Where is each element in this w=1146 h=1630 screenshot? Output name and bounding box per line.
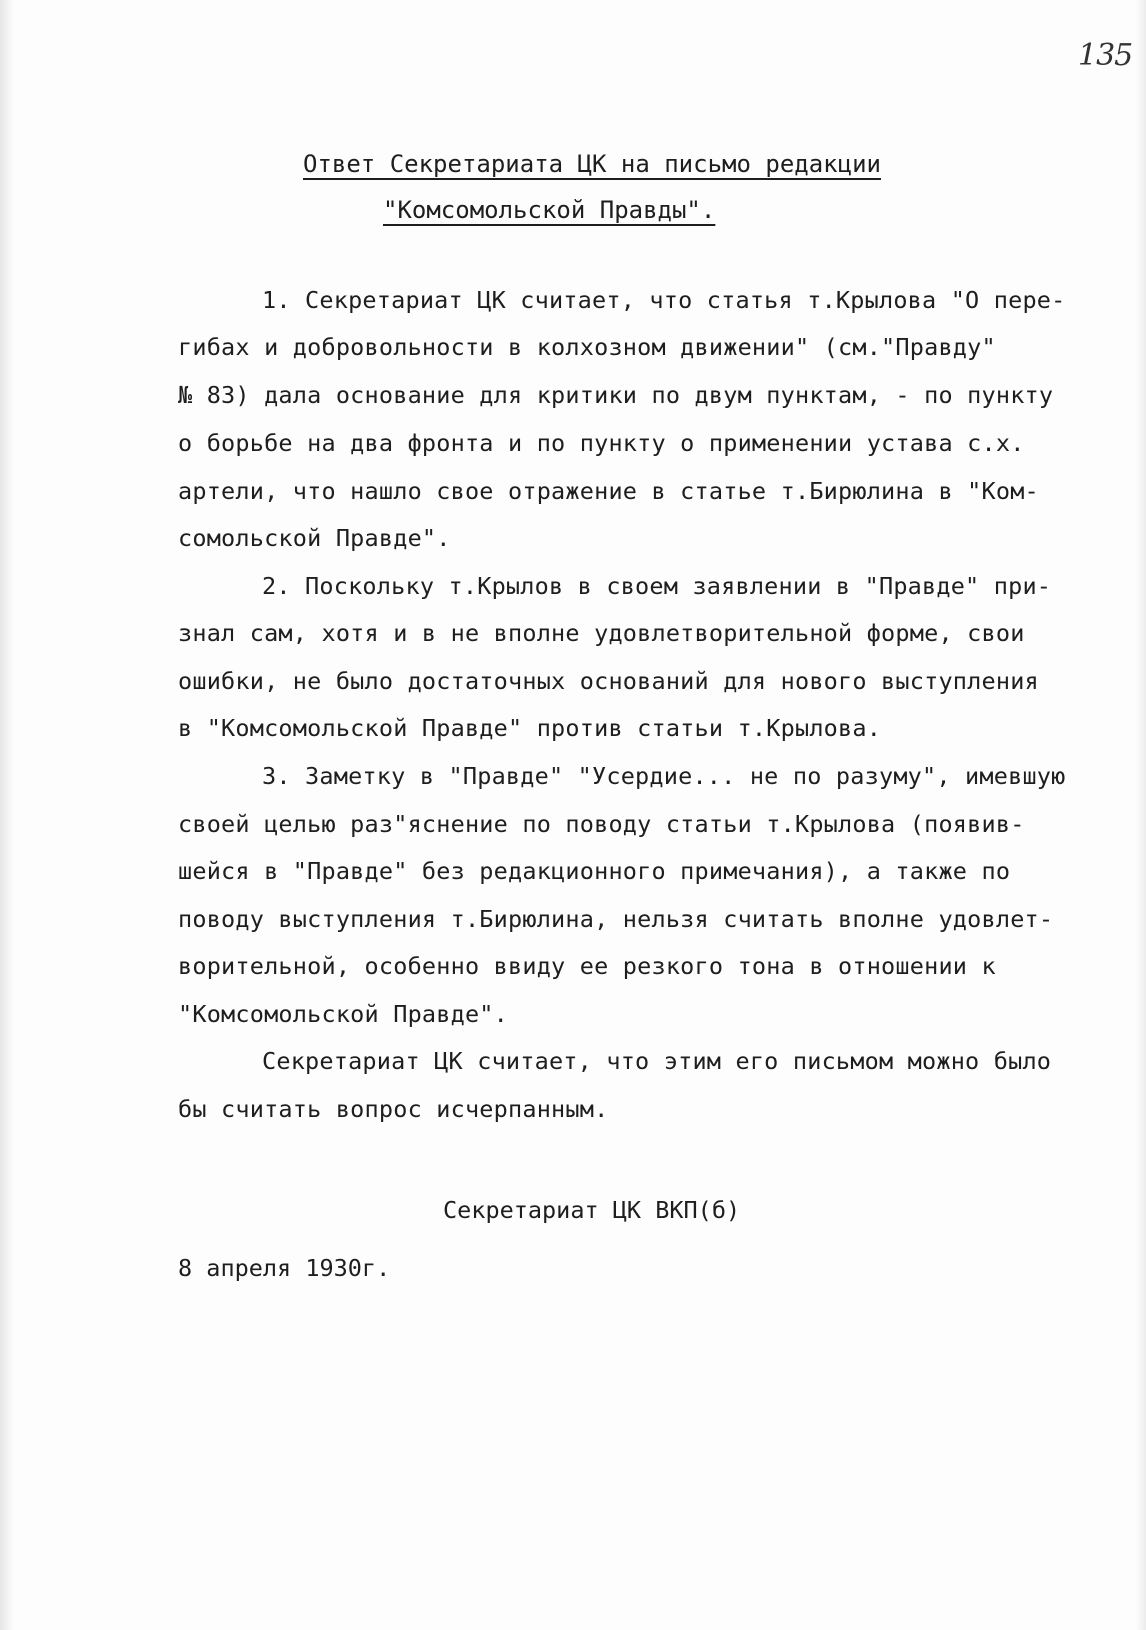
document-title: Ответ Секретариата ЦК на письмо редакции <box>303 150 881 178</box>
page-edge-shadow <box>1136 0 1146 1630</box>
body-line: ворительной, особенно ввиду ее резкого тона в отношении к <box>178 952 996 980</box>
body-line: ошибки, не было достаточных оснований для нового выступления <box>178 667 1039 695</box>
body-line: Секретариат ЦК считает, что этим его письмом можно было <box>262 1047 1052 1075</box>
archive-page-number: 135 <box>1078 38 1133 73</box>
body-line: своей целью раз"яснение по поводу статьи т.Крылова (появив- <box>178 810 1025 838</box>
body-line: гибах и добровольности в колхозном движении" (см."Правду" <box>178 333 996 361</box>
document-title: "Комсомольской Правды". <box>383 196 716 224</box>
body-line: 1. Секретариат ЦК считает, что статья т.Крылова "О пере- <box>262 286 1066 314</box>
body-line: № 83) дала основание для критики по двум пунктам, - по пункту <box>178 381 1054 409</box>
body-line: 2. Поскольку т.Крылов в своем заявлении в "Правде" при- <box>262 572 1052 600</box>
signature-line: Секретариат ЦК ВКП(б) <box>443 1196 741 1224</box>
body-line: о борьбе на два фронта и по пункту о применении устава с.х. <box>178 429 1025 457</box>
body-line: артели, что нашло свое отражение в статье т.Бирюлина в "Ком- <box>178 477 1039 505</box>
body-line: знал сам, хотя и в не вполне удовлетворительной форме, свои <box>178 619 1025 647</box>
body-line: в "Комсомольской Правде" против статьи т.Крылова. <box>178 714 882 742</box>
page-edge-shadow <box>0 0 14 1630</box>
body-line: шейся в "Правде" без редакционного примечания), а также по <box>178 857 1011 885</box>
document-date: 8 апреля 1930г. <box>178 1254 391 1282</box>
body-line: поводу выступления т.Бирюлина, нельзя считать вполне удовлет- <box>178 905 1054 933</box>
body-line: "Комсомольской Правде". <box>178 1000 509 1028</box>
body-line: бы считать вопрос исчерпанным. <box>178 1095 609 1123</box>
body-line: сомольской Правде". <box>178 524 451 552</box>
body-line: 3. Заметку в "Правде" "Усердие... не по разуму", имевшую <box>262 762 1066 790</box>
